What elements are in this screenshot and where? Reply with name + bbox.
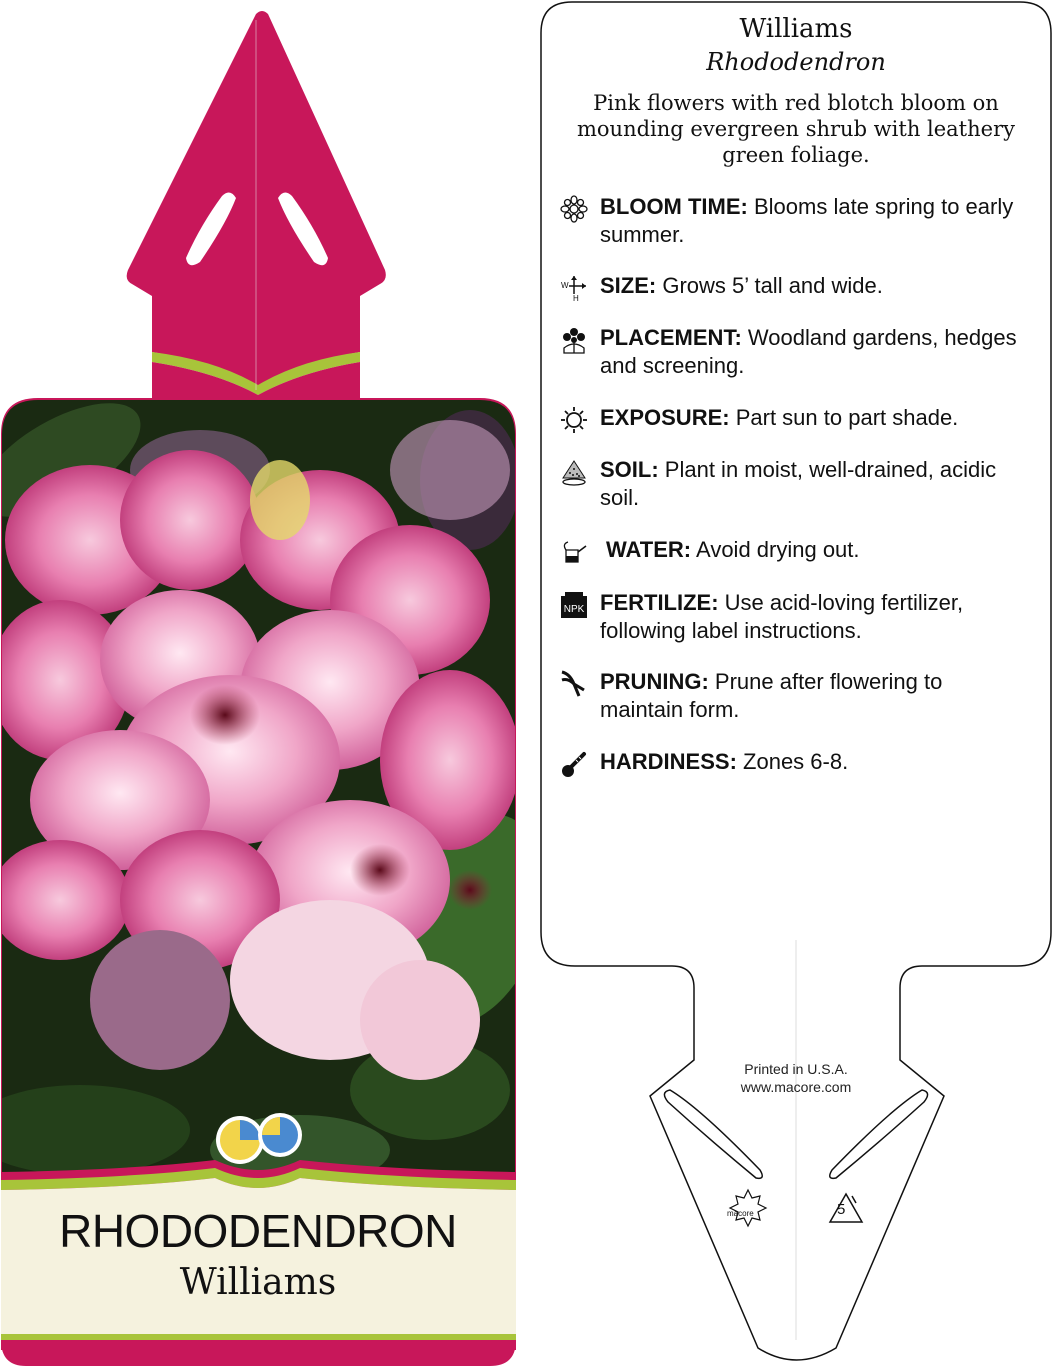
maker-mark: macore: [727, 1209, 754, 1218]
plant-name: Williams: [739, 14, 853, 44]
care-label: PRUNING:: [600, 669, 709, 694]
care-text: Woodland gardens, hedges and screening.: [600, 325, 1017, 378]
care-text: Plant in moist, well-drained, acidic soil.: [600, 457, 997, 510]
flower-icon: [560, 195, 588, 223]
size-icon: [560, 274, 588, 302]
care-label: SIZE:: [600, 273, 657, 298]
care-label: HARDINESS:: [600, 749, 737, 774]
care-label: PLACEMENT:: [600, 325, 742, 350]
care-label: WATER:: [606, 537, 692, 562]
care-label: EXPOSURE:: [600, 405, 730, 430]
sun-icon: [560, 406, 588, 434]
soil-icon: [560, 458, 588, 486]
care-text: Blooms late spring to early summer.: [600, 194, 1014, 247]
care-label: SOIL:: [600, 457, 659, 482]
pruners-icon: [560, 670, 588, 698]
care-label: BLOOM TIME:: [600, 194, 748, 219]
watering-can-icon: [560, 538, 588, 566]
care-text: Avoid drying out.: [696, 537, 860, 562]
fertilizer-icon: [560, 591, 588, 619]
size-icon-w: W: [561, 281, 569, 290]
thermometer-icon: [560, 750, 588, 778]
front-subtitle: Williams: [179, 1262, 337, 1303]
printed-location: Printed in U.S.A.: [744, 1061, 848, 1077]
manufacturer-website: www.macore.com: [740, 1079, 852, 1095]
care-text: Use acid-loving fertilizer, following label instructions.: [600, 590, 964, 643]
fertilizer-icon-text: NPK: [563, 604, 585, 615]
care-label: FERTILIZE:: [600, 590, 719, 615]
plant-description: Pink flowers with red blotch bloom on mounding evergreen shrub with leathery green foliage.: [577, 91, 1015, 167]
printed-info: [540, 1060, 1052, 1096]
care-text: Grows 5’ tall and wide.: [662, 273, 883, 298]
care-text: Part sun to part shade.: [735, 405, 959, 430]
placement-icon: [560, 326, 588, 354]
front-title: RHODODENDRON: [59, 1205, 457, 1257]
size-icon-h: H: [573, 294, 579, 302]
care-text: Prune after flowering to maintain form.: [600, 669, 943, 722]
plant-latin-name: Rhododendron: [706, 48, 886, 76]
care-text: Zones 6-8.: [743, 749, 849, 774]
recycle-code: 5: [837, 1201, 846, 1218]
